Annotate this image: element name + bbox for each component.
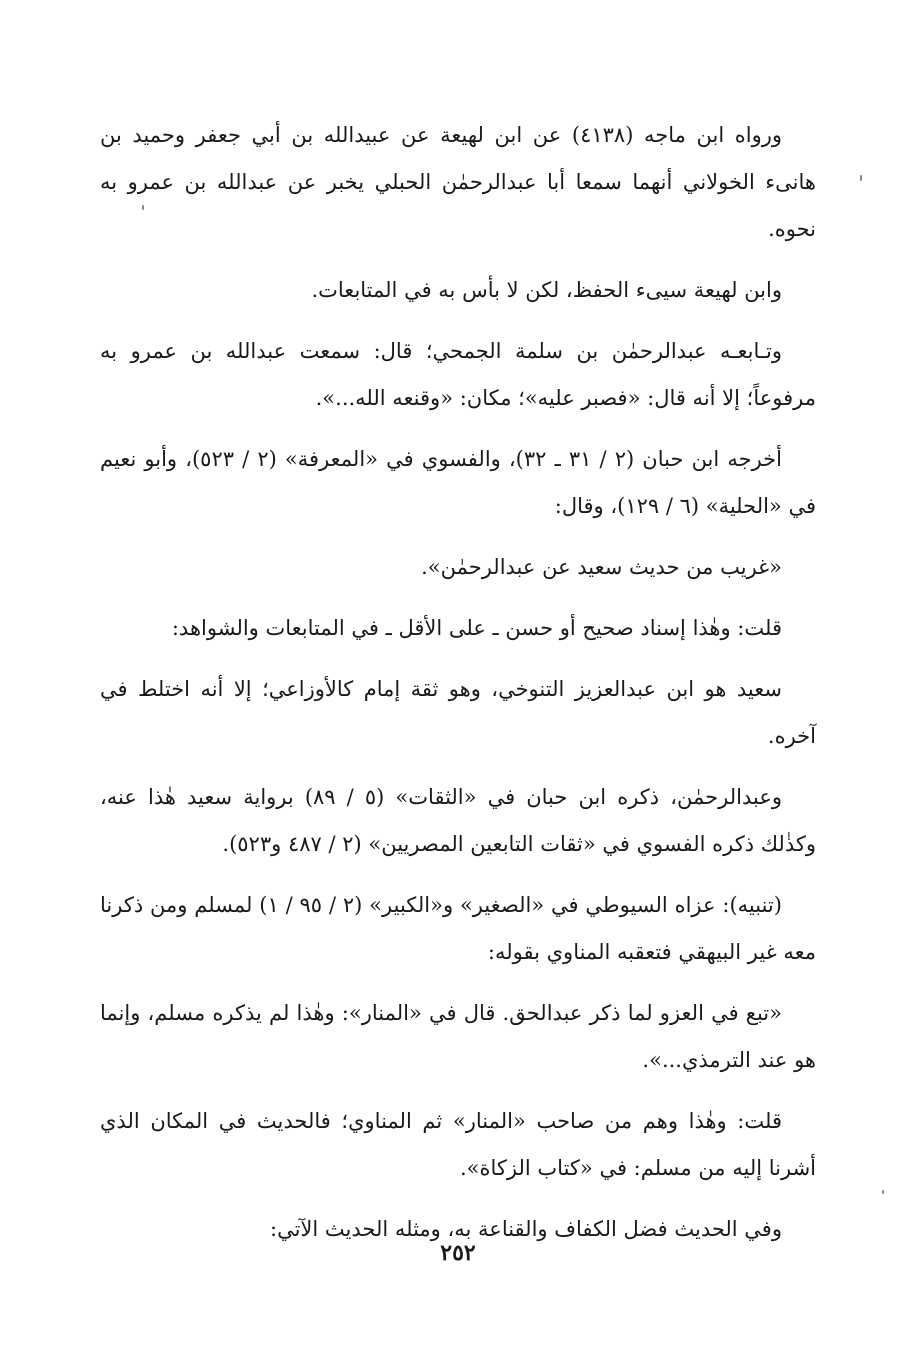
page-number: ٢٥٢ bbox=[440, 1240, 476, 1266]
paragraph-conclusion: وفي الحديث فضل الكفاف والقناعة به، ومثله الحديث الآتي: bbox=[270, 1217, 782, 1241]
paragraph-ibn-lahia-note: وابن لهيعة سيىء الحفظ، لكن لا بأس به في المتابعات. bbox=[311, 278, 782, 302]
paragraph-quote-gharib: «غريب من حديث سعيد عن عبدالرحمٰن». bbox=[421, 555, 782, 579]
scan-speck bbox=[860, 175, 862, 181]
paragraph-takhrij: أخرجه ابن حبان (٢ / ٣١ ـ ٣٢)، والفسوي في «المعرفة» (٢ / ٥٢٣)، وأبو نعيم في «الحلية» (٦ / ١٢٩)، وقال: bbox=[100, 447, 816, 518]
scan-speck bbox=[882, 1190, 884, 1194]
paragraph-mutabaa: وتـابعـه عبدالرحمٰن بن سلمة الجمحي؛ قال: سمعت عبدالله بن عمرو به مرفوعاً؛ إلا أنه قال: «فصبر عليه»؛ مكان: «وقنعه الله...». bbox=[100, 339, 816, 410]
paragraph-response: قلت: وهٰذا وهم من صاحب «المنار» ثم المناوي؛ فالحديث في المكان الذي أشرنا إليه من مسلم: في «كتاب الزكاة». bbox=[100, 1109, 816, 1180]
scan-speck bbox=[142, 205, 144, 210]
body-text bbox=[100, 112, 816, 1267]
paragraph-abdulrahman: وعبدالرحمٰن، ذكره ابن حبان في «الثقات» (٥ / ٨٩) برواية سعيد هٰذا عنه، وكذٰلك ذكره الفسوي في «ثقات التابعين المصريين» (٢ / ٤٨٧ و٥٢٣). bbox=[100, 785, 816, 856]
paragraph-tanbih: (تنبيه): عزاه السيوطي في «الصغير» و«الكبير» (٢ / ٩٥ / ١) لمسلم ومن ذكرنا معه غير البيهقي فتعقبه المناوي بقوله: bbox=[100, 893, 816, 964]
paragraph-isnad-verdict: قلت: وهٰذا إسناد صحيح أو حسن ـ على الأقل ـ في المتابعات والشواهد: bbox=[171, 616, 782, 640]
paragraph-ibn-majah: ورواه ابن ماجه (٤١٣٨) عن ابن لهيعة عن عبيدالله بن أبي جعفر وحميد بن هانىء الخولاني أنهما سمعا أبا عبدالرحمٰن الحبلي يخبر عن عبدالله بن عمرو به نحوه. bbox=[100, 123, 816, 241]
paragraph-saeed: سعيد هو ابن عبدالعزيز التنوخي، وهو ثقة إمام كالأوزاعي؛ إلا أنه اختلط في آخره. bbox=[100, 677, 816, 748]
paragraph-quote-manawi: «تبع في العزو لما ذكر عبدالحق. قال في «المنار»: وهٰذا لم يذكره مسلم، وإنما هو عند الترمذي...». bbox=[100, 1001, 816, 1072]
